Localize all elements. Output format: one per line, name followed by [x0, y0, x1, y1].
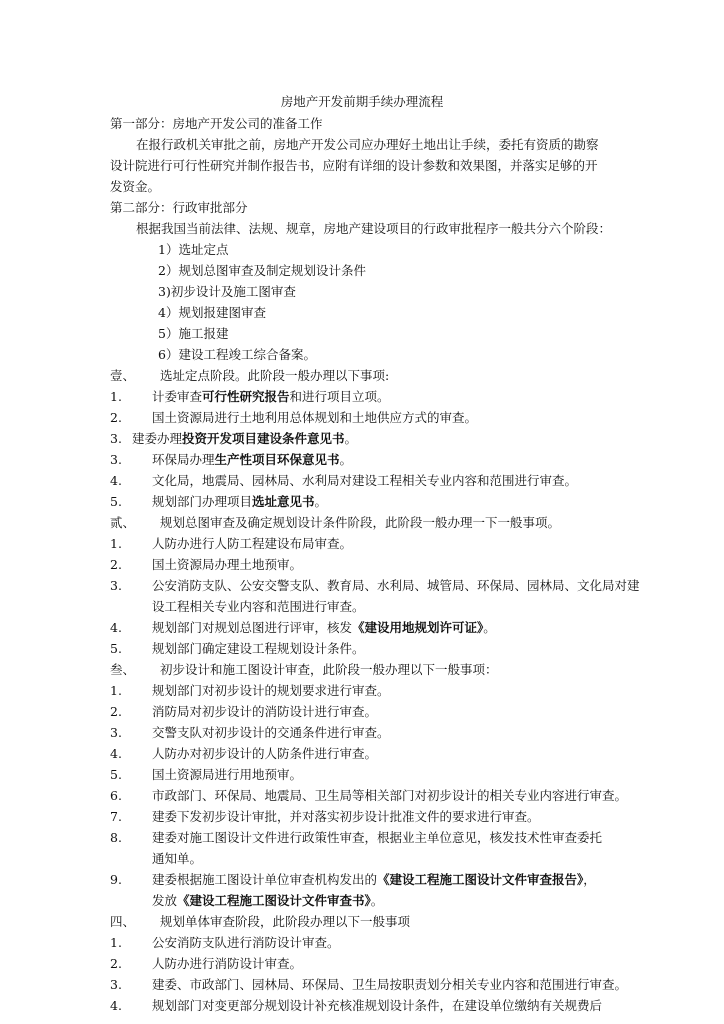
part1-para-line: 在报行政机关审批之前，房地产开发公司应办理好土地出让手续，委托有资质的勘察: [136, 137, 599, 152]
list-item: 国土资源局进行用地预审。: [152, 767, 303, 782]
stage-item: 2）规划总图审查及制定规划设计条件: [158, 263, 366, 278]
list-item: 建委办理投资开发项目建设条件意见书。: [132, 431, 358, 446]
item-number: 5.: [110, 641, 122, 656]
item-number: 4.: [110, 473, 122, 488]
part1-para-line: 发资金。: [110, 179, 161, 194]
item-number: 1.: [110, 683, 122, 698]
stage-item: 5）施工报建: [158, 326, 229, 341]
list-item: 国土资源局办理土地预审。: [152, 557, 303, 572]
list-item: 国土资源局进行土地利用总体规划和土地供应方式的审查。: [152, 410, 478, 425]
section-heading: 选址定点阶段。此阶段一般办理以下事项:: [160, 368, 390, 383]
list-item-continuation: 通知单。: [152, 851, 203, 866]
stage-item: 1）选址定点: [158, 242, 229, 257]
list-item: 规划部门对初步设计的规划要求进行审查。: [152, 683, 390, 698]
item-number: 1.: [110, 389, 122, 404]
item-number: 5.: [110, 494, 122, 509]
list-item: 建委下发初步设计审批，并对落实初步设计批准文件的要求进行审查。: [152, 809, 540, 824]
list-item: 环保局办理生产性项目环保意见书。: [152, 452, 353, 467]
item-number: 7.: [110, 809, 122, 824]
list-item: 公安消防支队、公安交警支队、教育局、水利局、城管局、环保局、园林局、文化局对建: [152, 578, 640, 593]
section-heading: 初步设计和施工图设计审查，此阶段一般办理以下一般事项：: [160, 662, 498, 677]
stage-item: 6）建设工程竣工综合备案。: [158, 347, 316, 362]
item-number: 1.: [110, 536, 122, 551]
item-number: 5.: [110, 767, 122, 782]
item-number: 2.: [110, 410, 122, 425]
list-item: 建委、市政部门、园林局、环保局、卫生局按职责划分相关专业内容和范围进行审查。: [152, 977, 628, 992]
page-title: 房地产开发前期手续办理流程: [280, 94, 444, 109]
part1-para-line: 设计院进行可行性研究并制作报告书，应附有详细的设计参数和效果图，并落实足够的开: [110, 158, 598, 173]
part2-heading: 第二部分：行政审批部分: [110, 200, 248, 215]
part2-intro: 根据我国当前法律、法规、规章，房地产建设项目的行政审批程序一般共分六个阶段：: [136, 221, 612, 236]
item-number: 9.: [110, 872, 122, 887]
list-item: 规划部门对规划总图进行评审，核发《建设用地规划许可证》。: [152, 620, 496, 635]
list-item: 规划部门对变更部分规划设计补充核准规划设计条件，在建设单位缴纳有关规费后: [152, 998, 603, 1013]
section-number: 壹、: [110, 368, 136, 383]
list-item: 人防办进行消防设计审查。: [152, 956, 303, 971]
list-item: 人防办对初步设计的人防条件进行审查。: [152, 746, 378, 761]
section-number: 四、: [110, 914, 136, 929]
item-number: 2.: [110, 956, 122, 971]
item-number: 4.: [110, 620, 122, 635]
item-number: 2.: [110, 557, 122, 572]
list-item: 建委对施工图设计文件进行政策性审查，根据业主单位意见，核发技术性审查委托: [152, 830, 603, 845]
item-number: 4.: [110, 746, 122, 761]
item-number: 3.: [110, 725, 122, 740]
list-item-continuation: 设工程相关专业内容和范围进行审查。: [152, 599, 365, 614]
item-number: 3.: [110, 431, 122, 446]
list-item: 文化局，地震局、园林局、水利局对建设工程相关专业内容和范围进行审查。: [152, 473, 578, 488]
part1-heading: 第一部分：房地产开发公司的准备工作: [110, 116, 323, 131]
section-heading: 规划单体审查阶段，此阶段办理以下一般事项: [160, 914, 411, 929]
list-item: 规划部门确定建设工程规划设计条件。: [152, 641, 365, 656]
list-item: 规划部门办理项目选址意见书。: [152, 494, 328, 509]
item-number: 1.: [110, 935, 122, 950]
item-number: 3.: [110, 452, 122, 467]
item-number: 8.: [110, 830, 122, 845]
section-number: 贰、: [110, 515, 136, 530]
list-item: 交警支队对初步设计的交通条件进行审查。: [152, 725, 390, 740]
item-number: 6.: [110, 788, 122, 803]
section-heading: 规划总图审查及确定规划设计条件阶段，此阶段一般办理一下一般事项。: [160, 515, 561, 530]
list-item: 消防局对初步设计的消防设计进行审查。: [152, 704, 378, 719]
item-number: 2.: [110, 704, 122, 719]
section-number: 叁、: [110, 662, 136, 677]
item-number: 3.: [110, 977, 122, 992]
stage-item: 3)初步设计及施工图审查: [158, 284, 296, 299]
item-number: 4.: [110, 998, 122, 1013]
list-item-continuation: 发放《建设工程施工图设计文件审查书》。: [152, 893, 384, 908]
item-number: 3.: [110, 578, 122, 593]
list-item: 公安消防支队进行消防设计审查。: [152, 935, 340, 950]
list-item: 建委根据施工图设计单位审查机构发出的《建设工程施工图设计文件审查报告》，: [152, 872, 596, 887]
list-item: 人防办进行人防工程建设布局审查。: [152, 536, 353, 551]
list-item: 计委审查可行性研究报告和进行项目立项。: [152, 389, 390, 404]
stage-item: 4）规划报建图审查: [158, 305, 266, 320]
list-item: 市政部门、环保局、地震局、卫生局等相关部门对初步设计的相关专业内容进行审查。: [152, 788, 628, 803]
